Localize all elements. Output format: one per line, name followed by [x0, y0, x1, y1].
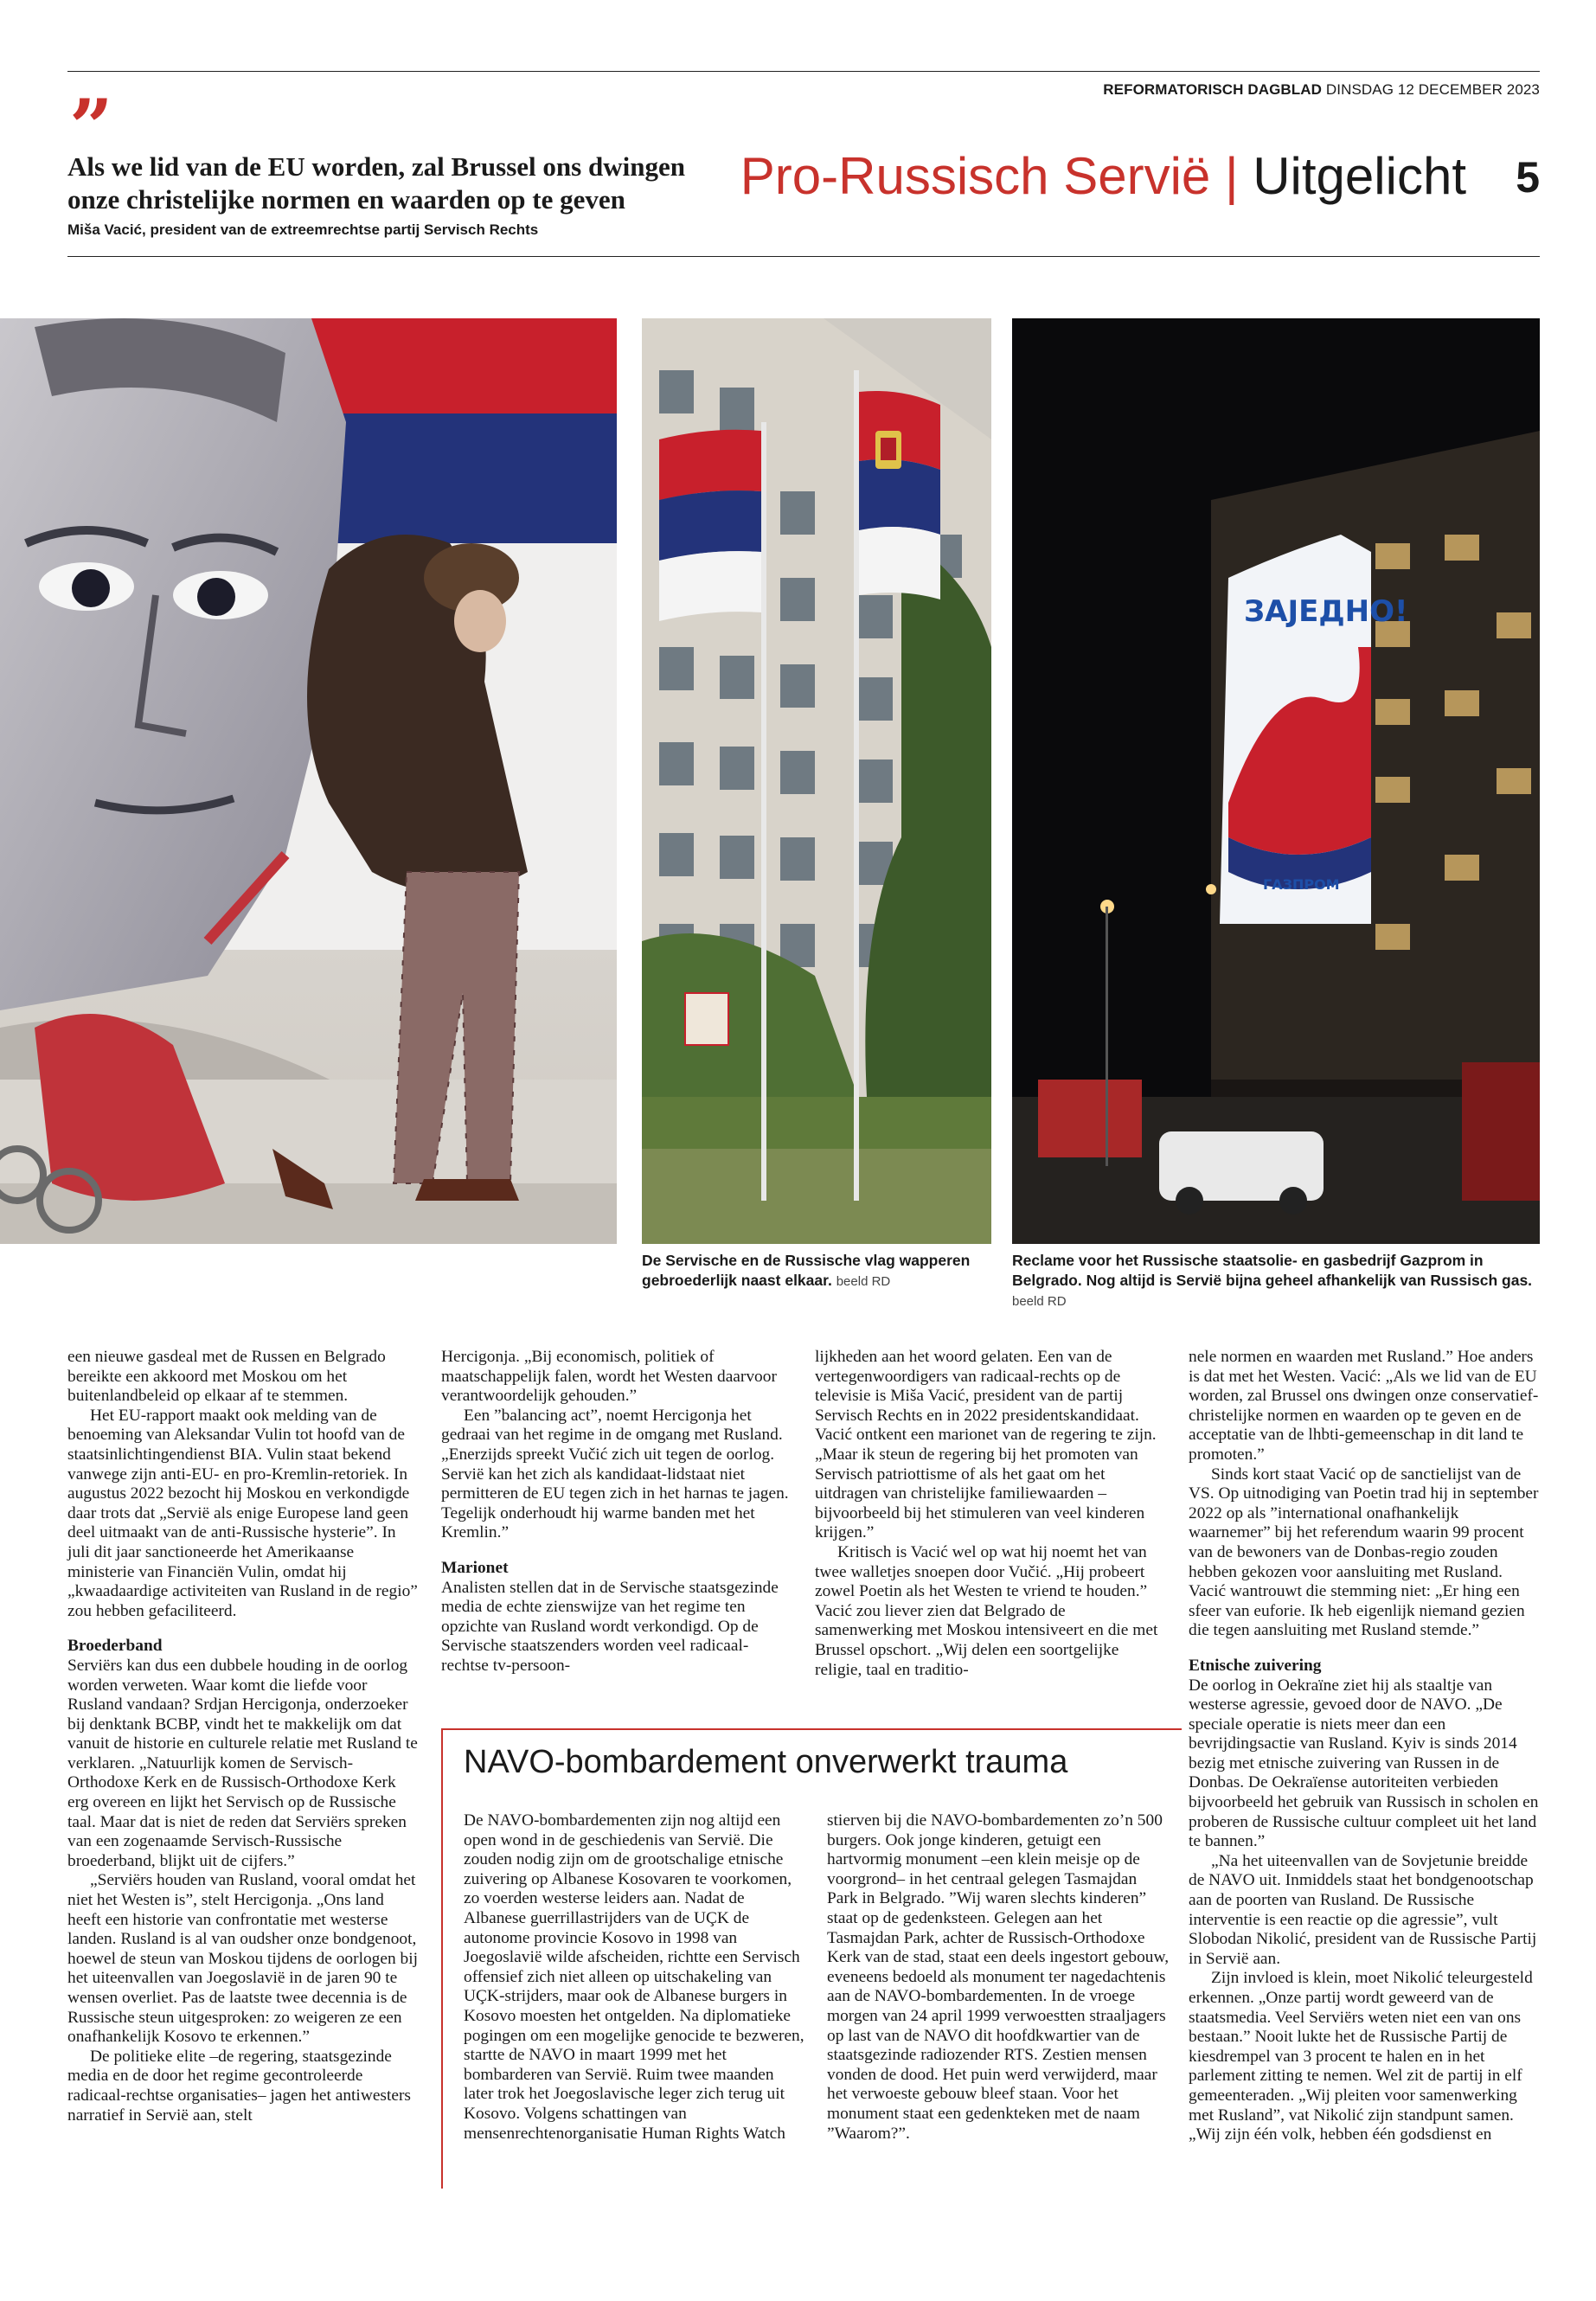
masthead	[1073, 81, 1540, 99]
paragraph: De NAVO-bombardementen zijn nog altijd een open wond in de geschiedenis van Servië. Die zouden nodig zijn om de grootschalige etnische zuivering op Albanese Kosovaren te voorkomen, zo voerden westerse leiders aan. Nadat de Albanese guerrillastrijders van de UÇK de autonome provincie Kosovo in 1998 van Joegoslavië wilde afscheiden, richtte een Servisch offensief zich niet alleen op uitschakeling van UÇK-strijders, maar ook de Albanese burgers in Kosovo moesten het ontgelden. Na diplomatieke pogingen om een mogelijke genocide te bezweren, startte de NAVO in maart 1999 met het bombarderen van Servië. Ruim twee maanden later trok het Joegoslavische leger zich terug uit Kosovo. Volgens schattingen van mensenrechtenorganisatie Human Rights Watch	[464, 1811, 804, 2143]
article-column-4	[1189, 1348, 1540, 2145]
paragraph: nele normen en waarden met Rusland.” Hoe anders is dat met het Westen. Vacić: „Als we lid van de EU worden, zal Brussel ons dwingen onze conservatief-christelijke normen en waarden op te geven en de acceptatie van de lhbti-gemeenschap in dit land te promoten.”	[1189, 1348, 1539, 1464]
paragraph: Het EU-rapport maakt ook melding van de benoeming van Aleksandar Vulin tot hoofd van de staatsinlichtingendienst BIA. Vulin staat bekend vanwege zijn anti-EU- en pro-Kremlin-retoriek. In augustus 2022 bezocht hij Moskou en verkondigde daar trots dat „Servië als enige Europese land geen deel uitmaakt van de anti-Russische hysterie”. In juli dit jaar sanctioneerde het Amerikaanse ministerie van Financiën Vulin, omdat hij „kwaadaardige activiteiten van Rusland in de regio” zou hebben gefaciliteerd.	[67, 1406, 418, 1620]
paragraph: „Na het uiteenvallen van de Sovjetunie breidde de NAVO uit. Inmiddels staat het bondgenootschap aan de poorten van Rusland. De Russische interventie is een reactie op die agressie”, vult Slobodan Nikolić, president van de Russische Partij in Servië aan.	[1189, 1851, 1537, 1968]
paragraph: Serviërs kan dus een dubbele houding in de oorlog worden verweten. Waar komt die liefde voor Rusland vandaan? Srdjan Hercigonja, onderzoeker bij denktank BCBP, vindt het te makkelijk om dat vanuit de historie en culturele relatie met Rusland te verklaren. „Natuurlijk komen de Servisch-Orthodoxe Kerk en de Russisch-Orthodoxe Kerk erg overeen en lijkt het Servisch op de Russische taal. Maar dat is niet de reden dat Serviërs spreken van een zogenaamde Servisch-Russische broederband, blijkt uit de cijfers.”	[67, 1656, 418, 1870]
paragraph: lijkheden aan het woord gelaten. Een van de vertegenwoordigers van radicaal-rechts op de televisie is Miša Vacić, president van de partij Servisch Rechts en in 2022 presidentskandidaat. Vacić ontkent een marionet van de regering te zijn. „Maar ik steun de regering bij het promoten van Servisch patriottisme of als het gaat om het uitdragen van christelijke familiewaarden – bijvoorbeeld bij het stimuleren van veel kinderen krijgen.”	[815, 1348, 1157, 1542]
gazprom-image	[1012, 318, 1540, 1244]
box-column-1	[464, 1811, 806, 2144]
box-column-2	[827, 1811, 1170, 2144]
billboard-brand: ГАЗПРОМ	[1263, 876, 1340, 893]
flags-image	[642, 318, 991, 1244]
section-title	[740, 145, 1466, 208]
caption-flags-credit: beeld RD	[836, 1274, 891, 1289]
paragraph: Sinds kort staat Vacić op de sanctielijst van de VS. Op uitnodiging van Poetin trad hij in september 2022 op als ”international onafhankelijk waarnemer” bij het referendum waarin 99 procent van de bewoners van de Donbas-regio zouden hebben gekozen voor aansluiting met Rusland. Vacić wantrouwt die stemming niet: „Er hing een sfeer van euforie. Ik heb eigenlijk niemand gezien die tegen aansluiting met Rusland stemde.”	[1189, 1465, 1539, 1640]
header-rule	[67, 256, 1540, 257]
caption-flags	[642, 1251, 991, 1292]
section-title-topic: Pro-Russisch Servië	[740, 147, 1211, 205]
article-column-1	[67, 1348, 419, 2125]
caption-gazprom-credit: beeld RD	[1012, 1294, 1067, 1309]
paragraph: Een ”balancing act”, noemt Hercigonja het gedraai van het regime in de omgang met Rusland. „Enerzijds spreekt Vučić zich uit tegen de oorlog. Servië kan het zich als kandidaat-lidstaat niet permitteren de EU tegen zich in het harnas te jagen. Tegelijk onderhoudt hij warme banden met het Kremlin.”	[441, 1406, 789, 1542]
caption-gazprom-text: Reclame voor het Russische staatsolie- en gasbedrijf Gazprom in Belgrado. Nog altijd is Servië bijna geheel afhankelijk van Russisch gas.	[1012, 1252, 1533, 1289]
billboard-text: ЗАЈЕДНО!	[1244, 594, 1408, 629]
section-title-separator: |	[1224, 147, 1239, 205]
paragraph: Kritisch is Vacić wel op wat hij noemt het van twee walletjes snoepen door Vučić. „Hij probeert zowel Poetin als het Westen te vriend te houden.” Vacić zou liever zien dat Belgrado de samenwerking met Moskou intensiveert en die met Brussel opschort. „Wij delen een soortgelijke religie, taal en traditio-	[815, 1542, 1158, 1679]
paragraph: De oorlog in Oekraïne ziet hij als staaltje van westerse agressie, gevoed door de NAVO. „De speciale operatie is niets meer dan een bevrijdingsactie van Rusland. Kyiv is sinds 2014 bezig met etnische zuivering van Russen in de Donbas. De Oekraïense autoriteiten verbieden bijvoorbeeld het gebruik van Russisch in scholen en proberen de Russische cultuur compleet uit het land te bannen.”	[1189, 1676, 1539, 1851]
paragraph: „Serviërs houden van Rusland, vooral omdat het niet het Westen is”, stelt Hercigonja. „Ons land heeft een historie van confrontatie met westerse landen. Rusland is al van oudsher onze bondgenoot, hoewel de steun van Moskou tijdens de oorlogen bij het uiteenvallen van Joegoslavië in de jaren 90 te wensen overliet. Pas de laatste twee decennia is de Russische steun uitgesproken: zo weigeren ze een onafhankelijk Kosovo te erkennen.”	[67, 1871, 418, 2047]
sidebar-box-title: NAVO-bombardement onverwerkt trauma	[464, 1744, 1068, 1780]
pull-quote-author: Miša Vacić, president van de extreemrechtse partij Servisch Rechts	[67, 221, 539, 238]
top-rule	[67, 71, 1540, 72]
subheading: Etnische zuivering	[1189, 1656, 1322, 1675]
quote-mark-icon: ”	[69, 82, 108, 172]
putin-mural-image	[0, 318, 617, 1244]
caption-flags-text: De Servische en de Russische vlag wapperen gebroederlijk naast elkaar.	[642, 1252, 971, 1289]
subheading: Broederband	[67, 1637, 163, 1656]
photo-flags	[642, 318, 991, 1244]
pull-quote: Als we lid van de EU worden, zal Brussel ons dwingen onze christelijke normen en waarden op te geven	[67, 151, 685, 215]
paragraph: een nieuwe gasdeal met de Russen en Belgrado bereikte een akkoord met Moskou om het buitenlandbeleid op elkaar af te stemmen.	[67, 1348, 386, 1406]
masthead-paper: REFORMATORISCH DAGBLAD	[1103, 81, 1323, 98]
caption-gazprom	[1012, 1251, 1540, 1311]
masthead-date: DINSDAG 12 DECEMBER 2023	[1325, 81, 1540, 98]
page-number: 5	[1516, 153, 1540, 202]
photo-gazprom	[1012, 318, 1540, 1244]
paragraph: Hercigonja. „Bij economisch, politiek of maatschappelijk falen, wordt het Westen daarvoor verantwoordelijk gehouden.”	[441, 1348, 777, 1406]
photo-putin-mural	[0, 318, 617, 1244]
paragraph: Analisten stellen dat in de Servische staatsgezinde media de echte zienswijze van het regime ten opzichte van Rusland wordt verkondigd. Op de Servische staatszenders worden veel radicaal-rechtse tv-persoon-	[441, 1578, 779, 1675]
paragraph: stierven bij die NAVO-bombardementen zo’n 500 burgers. Ook jonge kinderen, getuigt een hartvormig monument –een klein meisje op de voorgrond– in het centraal gelegen Tasmajdan Park in Belgrado. ”Wij waren slechts kinderen” staat op de gedenksteen. Gelegen aan het Tasmajdan Park, achter de Russisch-Orthodoxe Kerk van de stad, staat een deels ingestort gebouw, eveneens bedoeld als monument ter nagedachtenis aan de NAVO-bombardementen. In de vroege morgen van 24 april 1999 verwoestten straaljagers op last van de NAVO dit hoofdkwartier van de staatsgezinde radiozender RTS. Zestien mensen vonden de dood. Het puin werd verwijderd, maar het verwoeste gebouw bleef staan. Voor het monument staat een gedenkteken met de naam ”Waarom?”.	[827, 1811, 1170, 2143]
subheading: Marionet	[441, 1558, 509, 1577]
article-column-3	[815, 1348, 1166, 1680]
paragraph: De politieke elite –de regering, staatsgezinde media en de door het regime gecontroleerde radicaal-rechtse organisaties– jagen het antiwesters narratief in Servië aan, stelt	[67, 2047, 411, 2125]
article-column-2	[441, 1348, 792, 1676]
section-title-rubric: Uitgelicht	[1253, 147, 1466, 205]
paragraph: Zijn invloed is klein, moet Nikolić teleurgesteld erkennen. „Onze partij wordt geweerd van de staatsmedia. Veel Serviërs weten niet een van ons bestaan.” Nooit lukte het de Russische Partij de kiesdrempel van 3 procent te halen en in het parlement zitting te nemen. Wel zit de partij in elf gemeenteraden. „Wij pleiten voor samenwerking met Rusland”, vat Nikolić zijn standpunt samen. „Wij zijn één volk, hebben één godsdienst en	[1189, 1969, 1533, 2144]
